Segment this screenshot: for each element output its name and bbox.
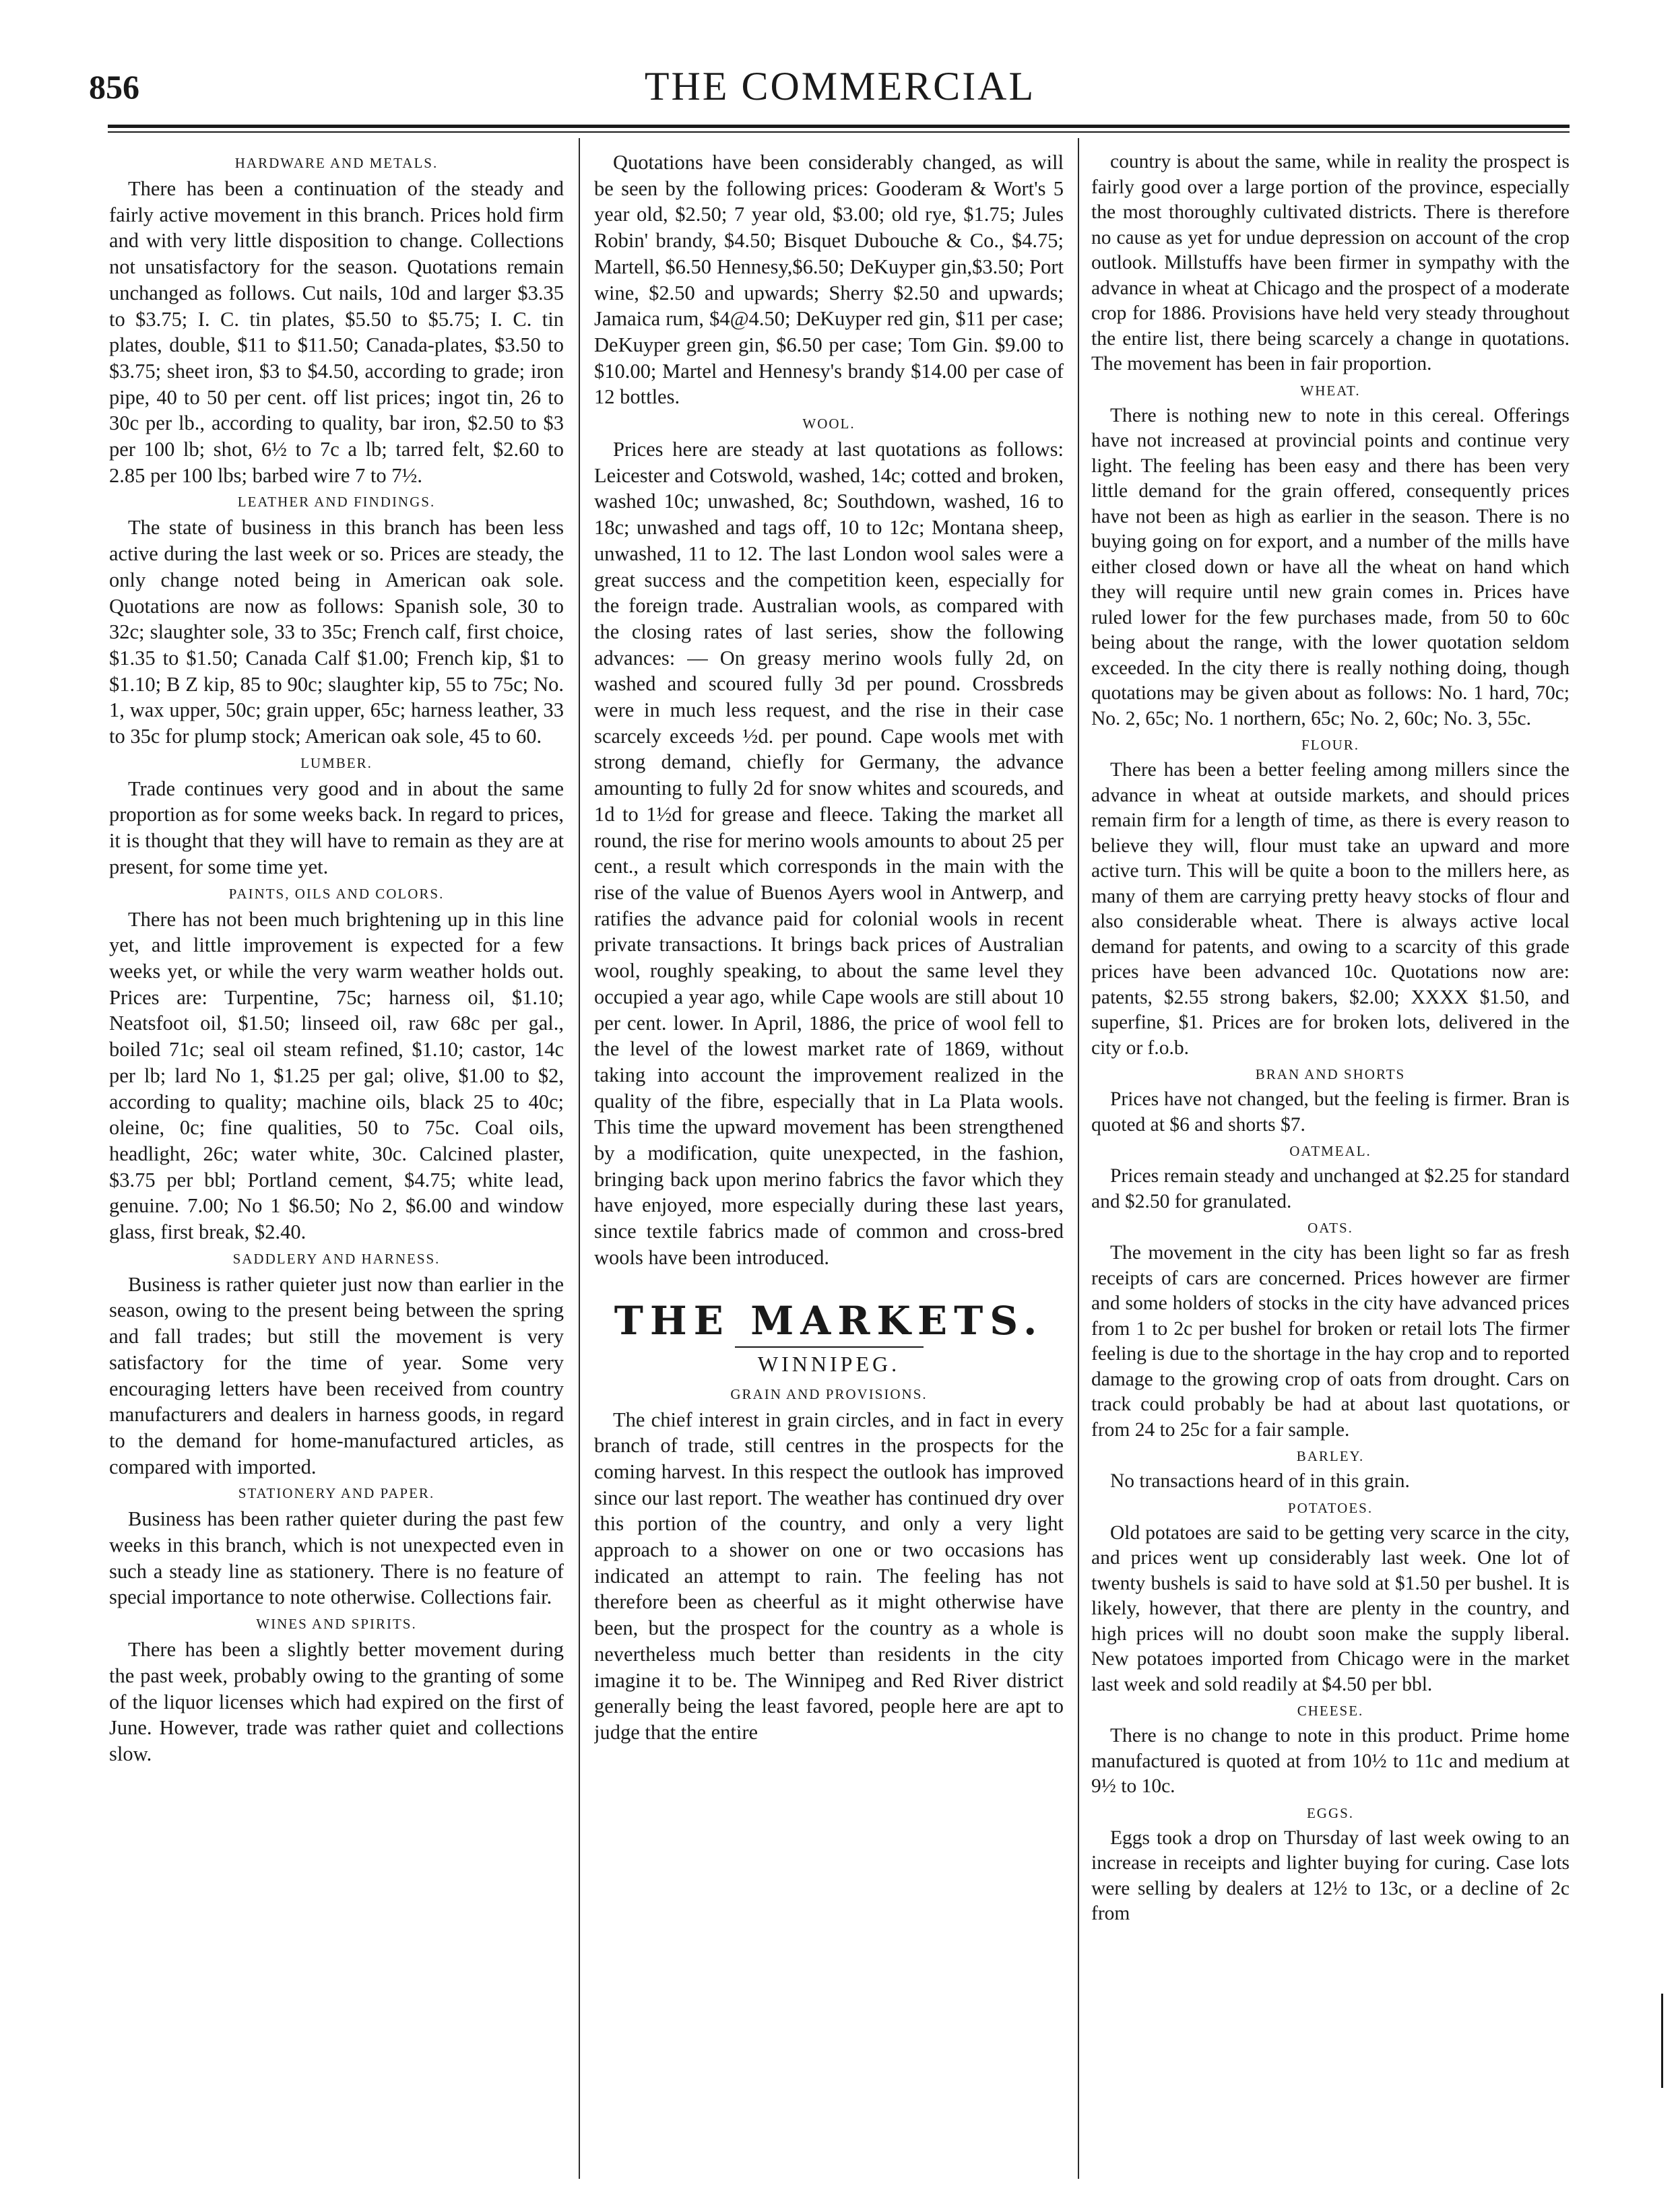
article-paragraph: Business has been rather quieter during the past few weeks in this branch, which is not unexpected even in such a steady line as stationery. There is no feature of special importance to note otherwise. Collections fair. xyxy=(109,1507,564,1609)
article-paragraph: Business is rather quieter just now than earlier in the season, owing to the present being between the spring and fall trades; but still the movement is very satisfactory for the time of year. Some very encouraging letters have been received from country manufacturers and dealers in harness goods, in regard to the demand for home-manufactured articles, as compared with imported. xyxy=(109,1272,564,1478)
article-paragraph: There has been a better feeling among millers since the advance in wheat at outside markets, and should prices remain firm for a length of time, as there is every reason to believe they will, flour must take an upward and more active turn. This will be quite a boon to the millers here, as many of them are carrying pretty heavy stocks of flour and also considerable wheat. There is always active local demand for patents, and owing to a scarcity of this grade prices have been advanced 10c. Quotations now are: patents, $2.55 strong bakers, $2.00; XXXX $1.50, and superfine, $1. Prices are for broken lots, delivered in the city or f.o.b. xyxy=(1091,759,1570,1059)
column-3 xyxy=(1091,150,1570,2170)
section-heading: STATIONERY AND PAPER. xyxy=(238,1485,435,1502)
article-paragraph: The movement in the city has been light so far as fresh receipts of cars are concerned. Prices however are firmer and some holders of stocks in the city have advanced prices from 1 to 2c per bushel for broken or retail lots The firmer feeling is due to the shortage in the hay crop and to reported damage to the growing crop of oats from drought. Cars on track could probably be had at about last quotations, or from 24 to 25c for a fair sample. xyxy=(1091,1242,1570,1441)
article-paragraph: There is nothing new to note in this cereal. Offerings have not increased at provincial points and continue very light. The feeling has been easy and there has been very little demand for the grain offered, consequently prices have not been as high as earlier in the season. There is no buying going on for export, and a number of the mills have either closed down or have all the wheat on hand which they will require until new grain comes in. Prices have ruled lower for the few purchases made, from 50 to 60c being about the range, with the lower quotation seldom exceeded. In the city there is really nothing doing, though quotations may be given about as follows: No. 1 hard, 70c; No. 2, 65c; No. 1 northern, 65c; No. 2, 60c; No. 3, 55c. xyxy=(1091,404,1570,729)
article-paragraph: Eggs took a drop on Thursday of last week owing to an increase in receipts and lighter buying for curing. Case lots were selling by dealers at 12½ to 13c, or a decline of 2c from xyxy=(1091,1827,1570,1924)
journal-title: THE COMMERCIAL xyxy=(644,64,1036,108)
page-header xyxy=(74,62,1606,116)
article-paragraph: There has not been much brightening up in this line yet, and little improvement is expected for a few weeks yet, or while the very warm weather holds out. Prices are: Turpentine, 75c; harness oil, $1.10; Neatsfoot oil, $1.50; linseed oil, raw 68c per gal., boiled 71c; seal oil steam refined, $1.10; castor, 14c per lb; lard No 1, $1.25 per gal; olive, $1.00 to $2, according to quality; machine oils, black 25 to 40c; oleine, 0c; fine qualities, 50 to 75c. Coal oils, headlight, 26c; water white, 30c. Calcined plaster, $3.75 per bbl; Portland cement, $4.75; white lead, genuine. 7.00; No 1 $6.50; No 2, $6.00 and window glass, first break, $2.40. xyxy=(109,907,564,1244)
article-paragraph: The chief interest in grain circles, and in fact in every branch of trade, still centres in the prospects for the coming harvest. In this respect the outlook has improved since our last report. The weather has continued dry over this portion of the country, and only a very light approach to a shower on one or two occasions has indicated an attempt to rain. The feeling has not therefore been as cheerful as it might otherwise have been, but the prospect for the country as a whole is nevertheless much better than residents in the city imagine it to be. The Winnipeg and Red River district generally being the least favored, people here are apt to judge that the entire xyxy=(594,1408,1064,1744)
header-rule xyxy=(108,125,1570,128)
section-heading: LEATHER AND FINDINGS. xyxy=(237,494,436,511)
article-paragraph: There has been a continuation of the steady and fairly active movement in this branch. Prices hold firm and with very little disposition to change. Collections not unsatisfactory for the season. Quotations remain unchanged as follows. Cut nails, 10d and larger $3.35 to $3.75; I. C. tin plates, $5.50 to $5.75; I. C. tin plates, double, $11 to $11.50; Canada-plates, $3.50 to $3.75; sheet iron, $3 to $4.50, according to grade; iron pipe, 40 to 50 per cent. off list prices; ingot tin, 26 to 30c per lb., according to quality, bar iron, $2.50 to $3 per 100 lb; shot, 6½ to 7c a lb; tarred felt, $2.60 to 2.85 per 100 lbs; barbed wire 7 to 7½. xyxy=(109,177,564,487)
section-heading: WHEAT. xyxy=(1300,382,1361,399)
section-heading: FLOUR. xyxy=(1301,737,1360,753)
header-rule-thin xyxy=(108,131,1570,133)
article-paragraph: Quotations have been considerably changed, as will be seen by the following prices: Gooderam & Wort's 5 year old, $2.50; 7 year old, $3.00; old rye, $1.75; Jules Robin' brandy, $4.50; Bisquet Dubouche & Co., $4.75; Martell, $6.50 Hennesy,$6.50; DeKuyper gin,$3.50; Port wine, $2.50 and upwards; Sherry $2.50 and upwards; Jamaica rum, $4@4.50; DeKuyper red gin, $11 per case; DeKuyper green gin, $6.50 per case; Tom Gin. $9.00 to $10.00; Martel and Hennesy's brandy $14.00 per case of 12 bottles. xyxy=(594,151,1064,409)
article-paragraph: Prices remain steady and unchanged at $2.25 for standard and $2.50 for granulated. xyxy=(1091,1165,1570,1212)
markets-title: THE MARKETS. xyxy=(614,1297,1044,1344)
article-paragraph: country is about the same, while in reality the prospect is fairly good over a large portion of the province, especially the most thoroughly cultivated districts. There is therefore no cause as yet for undue depression on account of the crop outlook. Millstuffs have been firmer in sympathy with the advance in wheat at Chicago and the prospect of a moderate crop for 1886. Provisions have held very steady throughout the entire list, there being scarcely a change in quotations. The movement has been in fair proportion. xyxy=(1091,151,1570,374)
section-heading: GRAIN AND PROVISIONS. xyxy=(730,1385,928,1402)
section-heading: LUMBER. xyxy=(300,754,373,771)
section-heading: BRAN AND SHORTS xyxy=(1255,1066,1406,1082)
article-paragraph: Old potatoes are said to be getting very scarce in the city, and prices went up considerably last week. One lot of twenty bushels is said to have sold at $1.50 per bushel. It is likely, however, that there are plenty in the country, and high prices will no doubt soon make the supply liberal. New potatoes imported from Chicago were in the market last week and sold readily at $4.50 per bbl. xyxy=(1091,1521,1570,1695)
section-heading: PAINTS, OILS AND COLORS. xyxy=(228,885,445,902)
section-heading: POTATOES. xyxy=(1287,1499,1374,1516)
section-heading: CHEESE. xyxy=(1297,1703,1364,1719)
column-1 xyxy=(109,150,564,2170)
section-heading: OATS. xyxy=(1307,1220,1353,1236)
markets-city: WINNIPEG. xyxy=(757,1351,901,1376)
column-divider xyxy=(1078,138,1079,2179)
article-paragraph: Prices have not changed, but the feeling is firmer. Bran is quoted at $6 and shorts $7. xyxy=(1091,1088,1570,1136)
column-2-market-reports xyxy=(594,1386,1064,1746)
article-paragraph: There has been a slightly better movement during the past week, probably owing to the granting of some of the liquor licenses which had expired on the first of June. However, trade was rather quiet and collections slow. xyxy=(109,1638,564,1765)
article-paragraph: There is no change to note in this product. Prime home manufactured is quoted at from 10½ to 11c and medium at 9½ to 10c. xyxy=(1091,1725,1570,1797)
section-heading: WINES AND SPIRITS. xyxy=(256,1616,417,1633)
section-heading: OATMEAL. xyxy=(1289,1143,1371,1159)
section-heading: HARDWARE AND METALS. xyxy=(234,155,439,171)
page-edge-mark xyxy=(1661,1994,1663,2088)
markets-rule xyxy=(735,1346,924,1348)
section-heading: WOOL. xyxy=(802,416,855,432)
column-divider xyxy=(579,138,580,2179)
section-heading: SADDLERY AND HARNESS. xyxy=(232,1250,441,1267)
article-paragraph: Prices here are steady at last quotations as follows: Leicester and Cotswold, washed, 14c; cotted and broken, washed 10c; unwashed, 8c; Southdown, washed, 16 to 18c; unwashed and tags off, 10 to 12c; Montana sheep, unwashed, 11 to 12. The last London wool sales were a great success and the competition keen, especially for the foreign trade. Australian wools, as compared with the closing rates of last series, show the following advances: — On greasy merino wools fully 2d, on washed and scoured fully 3d per pound. Crossbreds were in much less request, and the rise in their case scarcely exceeds ½d. per pound. Cape wools met with strong demand, chiefly for Germany, the advance amounting to fully 2d for snow whites and scoureds, and 1d to 1½d for grease and fleece. Taking the market all round, the rise for merino wools amounts to about 25 per cent., a result which corresponds in the main with the rise of the value of Buenos Ayers wool in Antwerp, and ratifies the advance paid for colonial wools in recent private transactions. It brings back prices of Australian wool, roughly speaking, to about the same level they occupied a year ago, while Cape wools are still about 10 per cent. lower. In April, 1886, the price of wool fell to the level of the lowest market rate of 1869, without taking into account the improvement realized in the quality of the fibre, especially that in La Plata wools. This time the upward movement has been strengthened by a modification, quite unexpected, in the fashion, bringing back upon merino fabrics the favor which they have enjoyed, more especially during these last years, since textile fabrics made of common and cross-bred wools have been introduced. xyxy=(594,438,1064,1269)
article-paragraph: The state of business in this branch has been less active during the last week or so. Prices are steady, the only change noted being in American oak sole. Quotations are now as follows: Spanish sole, 30 to 32c; slaughter sole, 33 to 35c; French calf, first choice, $1.35 to $1.50; Canada Calf $1.00; French kip, $1 to $1.10; B Z kip, 85 to 90c; slaughter kip, 55 to 75c; No. 1, wax upper, 50c; grain upper, 65c; harness leather, 33 to 35c for plump stock; American oak sole, 45 to 60. xyxy=(109,516,564,748)
section-heading: BARLEY. xyxy=(1296,1448,1365,1464)
column-2 xyxy=(594,150,1064,2170)
article-paragraph: Trade continues very good and in about the same proportion as for some weeks back. In regard to prices, it is thought that they will have to remain as they are at present, for some time yet. xyxy=(109,777,564,878)
article-paragraph: No transactions heard of in this grain. xyxy=(1110,1470,1410,1492)
section-heading: EGGS. xyxy=(1306,1804,1355,1821)
page-number: 856 xyxy=(89,68,139,106)
column-2-articles xyxy=(594,150,1064,1271)
